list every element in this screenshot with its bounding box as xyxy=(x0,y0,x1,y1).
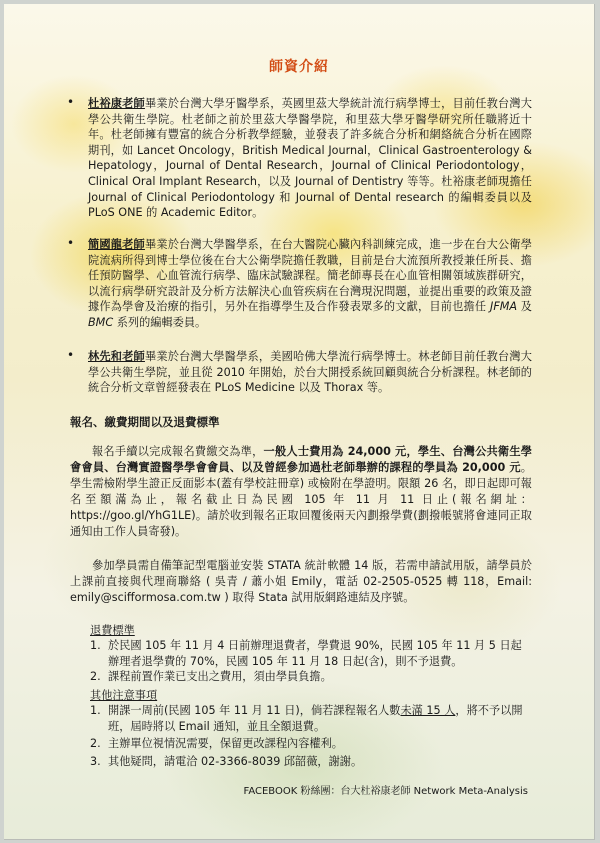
instructor-text: 畢業於台灣大學醫學系，在台大醫院心臟內科訓練完成，進一步在台大公衛學院流病所得到博士學位後在台大公衛學院擔任教職，目前是台大流預所教授兼任所長、擔任預防醫學、心血管流行病學、臨床試驗課程。簡老師專長在心血管相關領域族群研究，以流行病學研究設計及分析方法解決心血管疾病在台灣現況問題，並提出重要的政策及證據作為學會及治療的指引，另外在指導學生及合作發表眾多的文獻，目前也擔任 xyxy=(88,238,532,314)
notes-heading: 其他注意事項 xyxy=(90,689,158,702)
registration-text: 報名手續以完成報名費繳交為準， xyxy=(92,445,264,458)
list-number: 3. xyxy=(90,754,101,768)
list-item xyxy=(90,638,530,669)
notes-list xyxy=(90,703,530,769)
list-item xyxy=(90,736,530,752)
instructor-text: 畢業於台灣大學醫學系，美國哈佛大學流行病學博士。林老師目前任教台灣大學公共衛生學院，並且從 2010 年開始，於台大開授系統回顧與統合分析課程。林老師的統合分析文章曾經發表在 PLoS Medicine 以及 Thorax 等。 xyxy=(88,350,532,395)
journal-name: BMC xyxy=(88,315,114,329)
bullet-icon: • xyxy=(67,236,75,250)
list-text: 開課一周前(民國 105 年 11 月 11 日)，倘若課程報名人數 xyxy=(108,704,401,717)
instructor-bio-2 xyxy=(67,236,532,331)
registration-heading: 報名、繳費期間以及退費標準 xyxy=(70,415,220,429)
instructor-bio-1 xyxy=(67,95,532,221)
list-number: 1. xyxy=(90,704,101,717)
software-paragraph: 參加學員需自備筆記型電腦並安裝 STATA 統計軟體 14 版，若需申請試用版，請學員於上課前直接與代理商聯絡 ( 吳青 / 蕭小姐 Emily，電話 02-2505-0525 轉 118，Email: emily@scifformosa.com.tw ) 取得 Stata 試用版網路連結及序號。 xyxy=(70,559,532,604)
list-text-underlined: 未滿 15 人 xyxy=(400,704,456,717)
instructor-name: 杜裕康老師 xyxy=(88,97,145,110)
list-item xyxy=(90,703,530,734)
list-text: 課程前置作業已支出之費用，須由學員負擔。 xyxy=(108,670,332,684)
list-text: 主辦單位視情況需要，保留更改課程內容權利。 xyxy=(108,737,343,751)
list-item xyxy=(90,669,530,685)
registration-paragraph xyxy=(70,444,532,540)
instructor-bio-3 xyxy=(67,348,532,396)
journal-name: JFMA xyxy=(490,300,518,314)
instructor-text: 系列的編輯委員。 xyxy=(113,315,207,329)
refund-heading: 退費標準 xyxy=(90,624,135,637)
registration-text: 。學生需檢附學生證正反面影本(蓋有學校註冊章) 或檢附在學證明。限額 26 名，即日起即可報名至額滿為止，報名截止日為民國 105 年 11 月 11 日止(報名網址：https://goo.gl/YhG1LE)。請於收到報名正取回覆後兩天內劃撥學費(劃撥帳號將會連同正取通知由工作人員寄發)。 xyxy=(70,461,532,538)
page-title: 師資介紹 xyxy=(269,59,329,75)
list-item xyxy=(90,754,530,770)
page xyxy=(4,4,595,840)
instructor-text: 畢業於台灣大學牙醫學系，英國里茲大學統計流行病學博士，目前任教台灣大學公共衛生學院。杜老師之前於里茲大學醫學院，和里茲大學牙醫學研究所任職將近十年。杜老師擁有豐富的統合分析教學經驗，並發表了許多統合分析和網絡統合分析在國際期刊，如 Lancet Oncology，British Medical Journal，Clinical Gastroenterology & Hepatology，Journal of Dental Research，Journal of Clinical Periodontology，Clinical Oral Implant Research，以及 Journal of Dentistry 等等。杜裕康老師現擔任 Journal of Clinical Periodontology 和 Journal of Dental research 的編輯委員以及 PLoS ONE 的 Academic Editor。 xyxy=(88,97,532,220)
list-text: ，將不予以開班，屆時將以 Email 通知，並且全額退費。 xyxy=(108,704,523,733)
instructor-name: 林先和老師 xyxy=(88,350,145,363)
list-number: 2. xyxy=(90,670,101,684)
instructor-name: 簡國龍老師 xyxy=(88,238,145,251)
refund-list xyxy=(90,638,530,685)
bullet-icon: • xyxy=(67,95,75,109)
fee-text: 一般人士費用為 24,000 元，學生、台灣公共衛生學會會員、台灣實證醫學學會會員、以及曾經參加過杜老師舉辦的課程的學員為 20,000 元 xyxy=(70,445,532,474)
footer-facebook: FACEBOOK 粉絲團：台大杜裕康老師 Network Meta-Analysis xyxy=(243,786,528,797)
list-text: 於民國 105 年 11 月 4 日前辦理退費者，學費退 90%，民國 105 年 11 月 5 日起辦理者退學費的 70%，民國 105 年 11 月 18 日起(含)，則不予退費。 xyxy=(108,639,522,668)
list-number: 2. xyxy=(90,737,101,751)
list-text: 其他疑問，請電洽 02-3366-8039 邱韶薇，謝謝。 xyxy=(108,754,363,768)
list-number: 1. xyxy=(90,639,101,652)
instructor-text: 及 xyxy=(517,300,532,314)
bullet-icon: • xyxy=(67,348,75,362)
